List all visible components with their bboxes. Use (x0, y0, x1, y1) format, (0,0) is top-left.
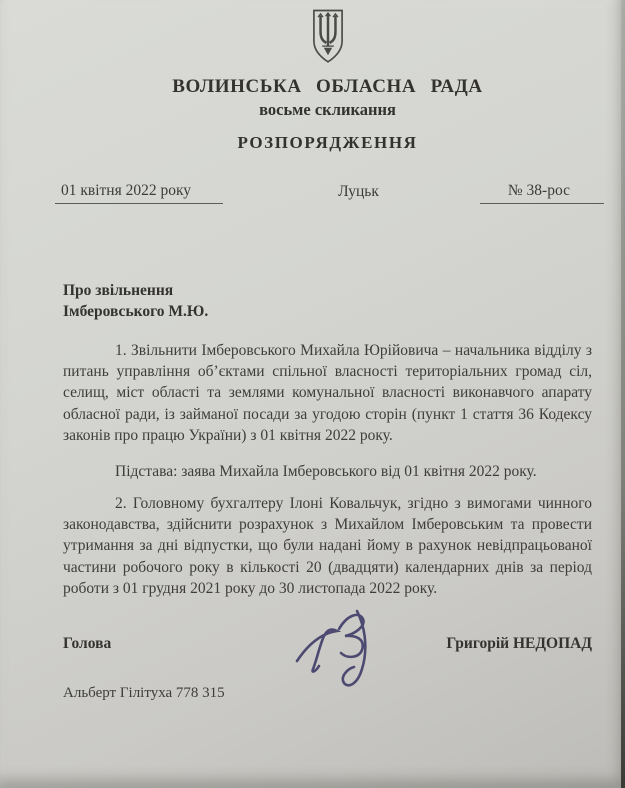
subject-line-2: Імберовського М.Ю. (63, 303, 209, 320)
executor-line: Альберт Гілітуха 778 315 (63, 685, 225, 702)
coat-of-arms-ukraine-icon (302, 8, 354, 66)
subject-line-1: Про звільнення (63, 282, 174, 299)
document-type-title: РОЗПОРЯДЖЕННЯ (237, 133, 418, 152)
organization-name: ВОЛИНСЬКА ОБЛАСНА РАДА (172, 76, 483, 97)
document-header (63, 8, 592, 153)
document-date: 01 квітня 2022 року (55, 182, 223, 204)
paragraph-1: 1. Звільнити Імберовського Михайла Юрійовича – начальника відділу з питань управління об’єктами спільної власності територіальних громад сіл, селищ, міст області та землями комунальної власності виконавчого апарату обласної ради, із займаної посади за угодою сторін (пункт 1 стаття 36 Кодексу законів про працю України) з 01 квітня 2022 року. (63, 342, 592, 444)
signature-handwritten-icon (285, 605, 395, 697)
document-number: № 38-рос (480, 182, 604, 204)
date-place-number-row (63, 182, 592, 204)
signer-name: Григорій НЕДОПАД (446, 635, 592, 653)
basis-line: Підстава: заява Михайла Імберовського від 01 квітня 2022 року. (115, 463, 537, 481)
subject-block (63, 280, 592, 322)
document-place: Луцьк (338, 183, 379, 200)
signer-title: Голова (63, 635, 112, 653)
convocation-line: восьме скликання (259, 100, 396, 119)
signature-row (63, 635, 592, 653)
paragraph-2: 2. Головному бухгалтеру Ілоні Ковальчук, згідно з вимогами чинного законодавства, здійснити розрахунок з Михайлом Імберовським та провести утримання за дні відпустки, що були надані йому в рахунок невідпрацьованої частини робочого року в кількості 20 (двадцяти) календарних днів за період роботи з 01 грудня 2021 року до 30 листопада 2022 року. (63, 495, 592, 597)
